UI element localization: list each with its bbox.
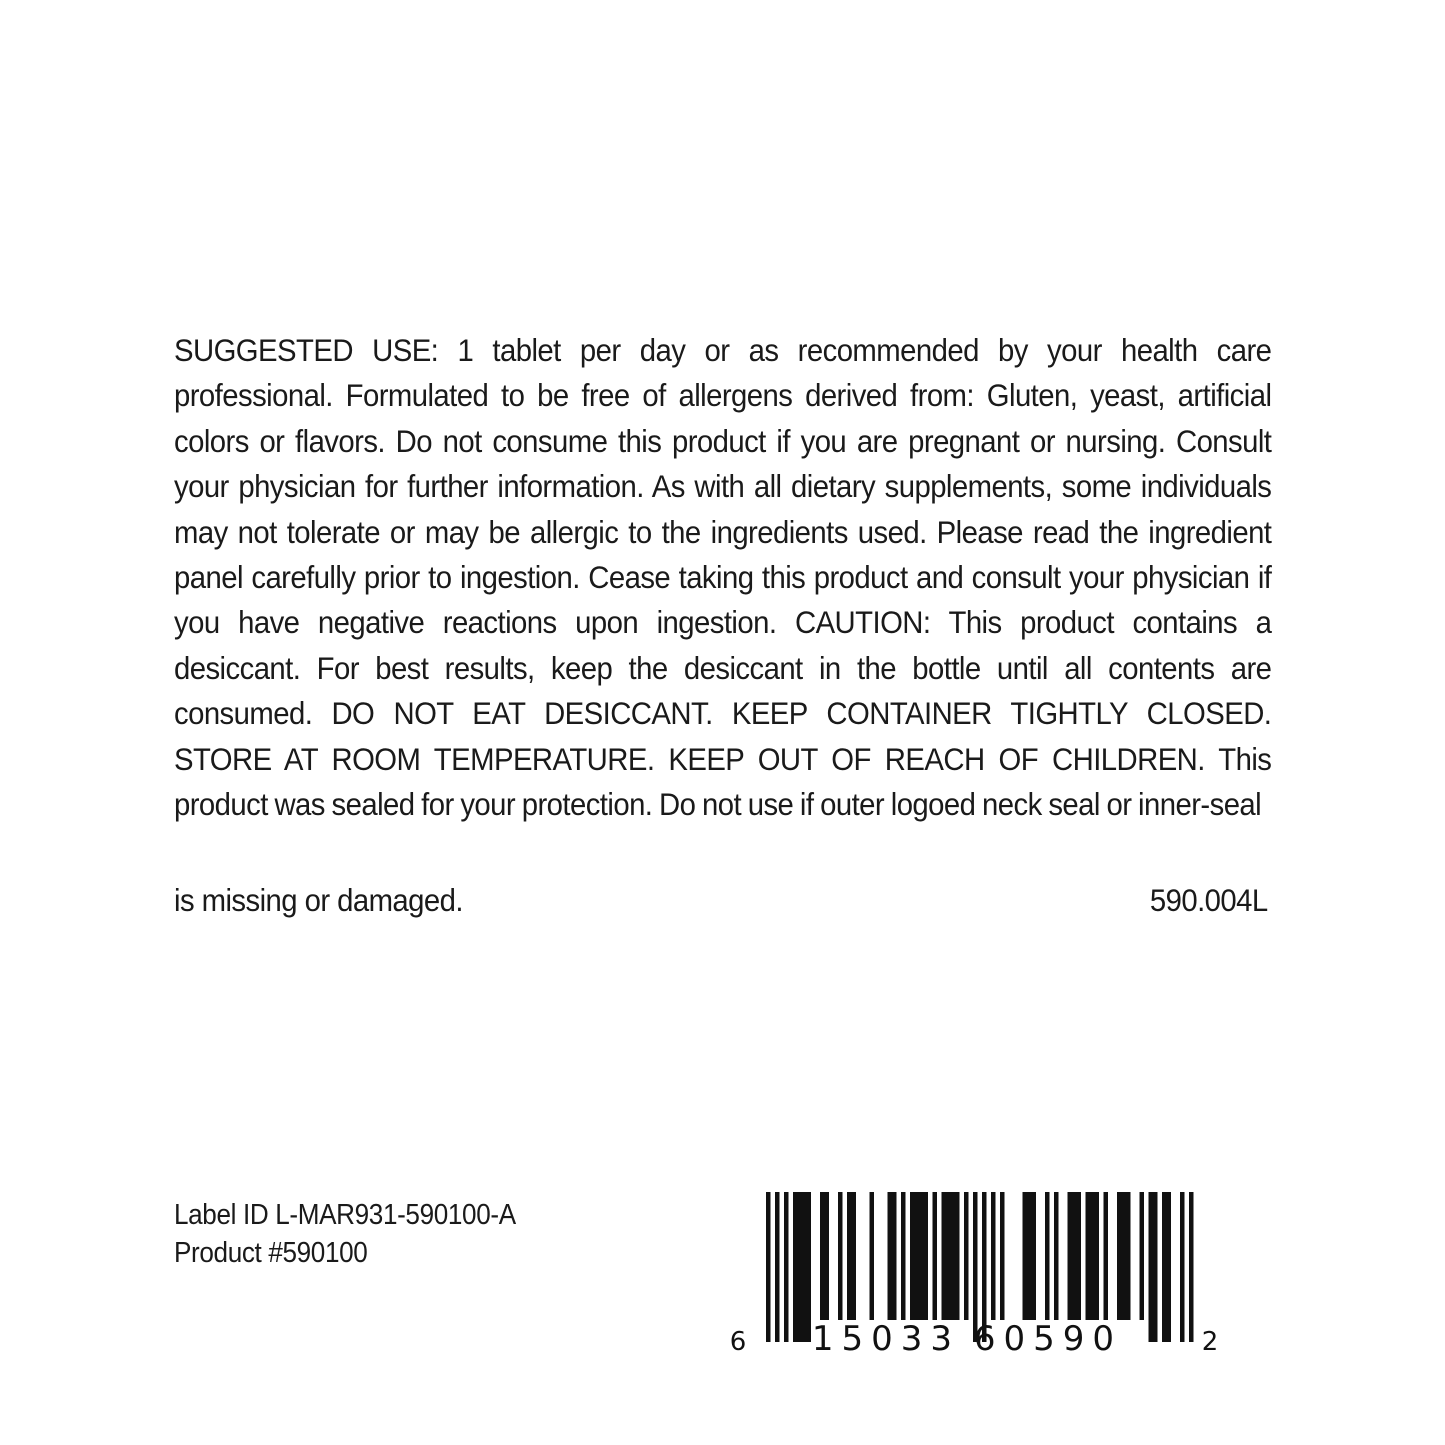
barcode-bar — [1000, 1192, 1005, 1320]
barcode-bar — [1090, 1192, 1095, 1320]
barcode-bar — [924, 1192, 929, 1320]
barcode-left-digits: 15033 — [811, 1319, 961, 1358]
barcode-bar — [1072, 1192, 1077, 1320]
suggested-use-text: SUGGESTED USE: 1 tablet per day or as recommended by your health care professional. Formulated to be free of allergens derived from: Gluten, yeast, artificial colors or flavors. Do not consume this product if you are pregnant or nursing. Consult your physician for further information. As with all dietary supplements, some individuals may not tolerate or may be allergic to the ingredients used. Please read the ingredient panel carefully prior to ingestion. Cease taking this product and consult your physician if you have negative reactions upon ingestion. CAUTION: This product contains a desiccant. For best results, keep the desiccant in the bottle until all contents are consumed. DO NOT EAT DESICCANT. KEEP CONTAINER TIGHTLY CLOSED. STORE AT ROOM TEMPERATURE. KEEP OUT OF REACH OF CHILDREN. This product was sealed for your protection. Do not use if outer logoed neck seal or inner-seal — [174, 332, 1272, 823]
barcode-bar — [870, 1192, 875, 1320]
label-id: Label ID L-MAR931-590100-A — [174, 1199, 516, 1231]
barcode-bar — [852, 1192, 857, 1320]
barcode-bar — [1032, 1192, 1037, 1320]
barcode-bar — [1027, 1192, 1032, 1320]
label-code: 590.004L — [1150, 882, 1268, 918]
barcode-bar — [955, 1192, 960, 1320]
barcode-bar — [1167, 1192, 1172, 1342]
label-last-line — [174, 878, 1268, 923]
barcode-bar — [807, 1192, 812, 1342]
barcode-bar — [1023, 1192, 1028, 1320]
barcode-check-digit: 2 — [1201, 1327, 1219, 1357]
barcode-bar — [1077, 1192, 1082, 1320]
barcode-bar — [798, 1192, 803, 1342]
barcode-bar — [766, 1192, 771, 1342]
barcode-bar — [825, 1192, 830, 1320]
barcode-bar — [1162, 1192, 1167, 1342]
barcode-bar — [919, 1192, 924, 1320]
barcode-bar — [793, 1192, 798, 1342]
barcode-bar — [1126, 1192, 1131, 1320]
barcode-bar — [1140, 1192, 1145, 1320]
barcode-right-digits: 60590 — [973, 1319, 1123, 1358]
barcode-bar — [942, 1192, 947, 1320]
barcode-bar — [802, 1192, 807, 1342]
barcode-bar — [1180, 1192, 1185, 1342]
barcode-bar — [1045, 1192, 1050, 1320]
barcode-bar — [915, 1192, 920, 1320]
missing-or-damaged-text: is missing or damaged. — [174, 882, 463, 918]
barcode-bar — [784, 1192, 789, 1342]
barcode-bar — [1149, 1192, 1154, 1342]
barcode-bar — [1189, 1192, 1194, 1342]
barcode-bar — [847, 1192, 852, 1320]
upc-barcode — [726, 1188, 1236, 1358]
barcode-bar — [1095, 1192, 1100, 1320]
barcode-bar — [951, 1192, 956, 1320]
barcode-bar — [838, 1192, 843, 1320]
product-number: Product #590100 — [174, 1237, 368, 1269]
barcode-bar — [820, 1192, 825, 1320]
barcode-bar — [1086, 1192, 1091, 1320]
barcode-bar — [991, 1192, 996, 1320]
label-identifiers — [174, 1196, 554, 1272]
barcode-bar — [892, 1192, 897, 1320]
barcode-bar — [1153, 1192, 1158, 1342]
barcode-bar — [946, 1192, 951, 1320]
barcode-bar — [964, 1192, 969, 1320]
barcode-bar — [933, 1192, 938, 1320]
barcode-bar — [901, 1192, 906, 1320]
barcode-bar — [888, 1192, 893, 1320]
barcode-bar — [775, 1192, 780, 1342]
barcode-bar — [1104, 1192, 1109, 1320]
barcode-bar — [1117, 1192, 1122, 1320]
barcode-bar — [1122, 1192, 1127, 1320]
barcode-lead-digit: 6 — [729, 1327, 747, 1357]
barcode-bar — [1068, 1192, 1073, 1320]
barcode-bar — [1054, 1192, 1059, 1320]
barcode-bar — [910, 1192, 915, 1320]
